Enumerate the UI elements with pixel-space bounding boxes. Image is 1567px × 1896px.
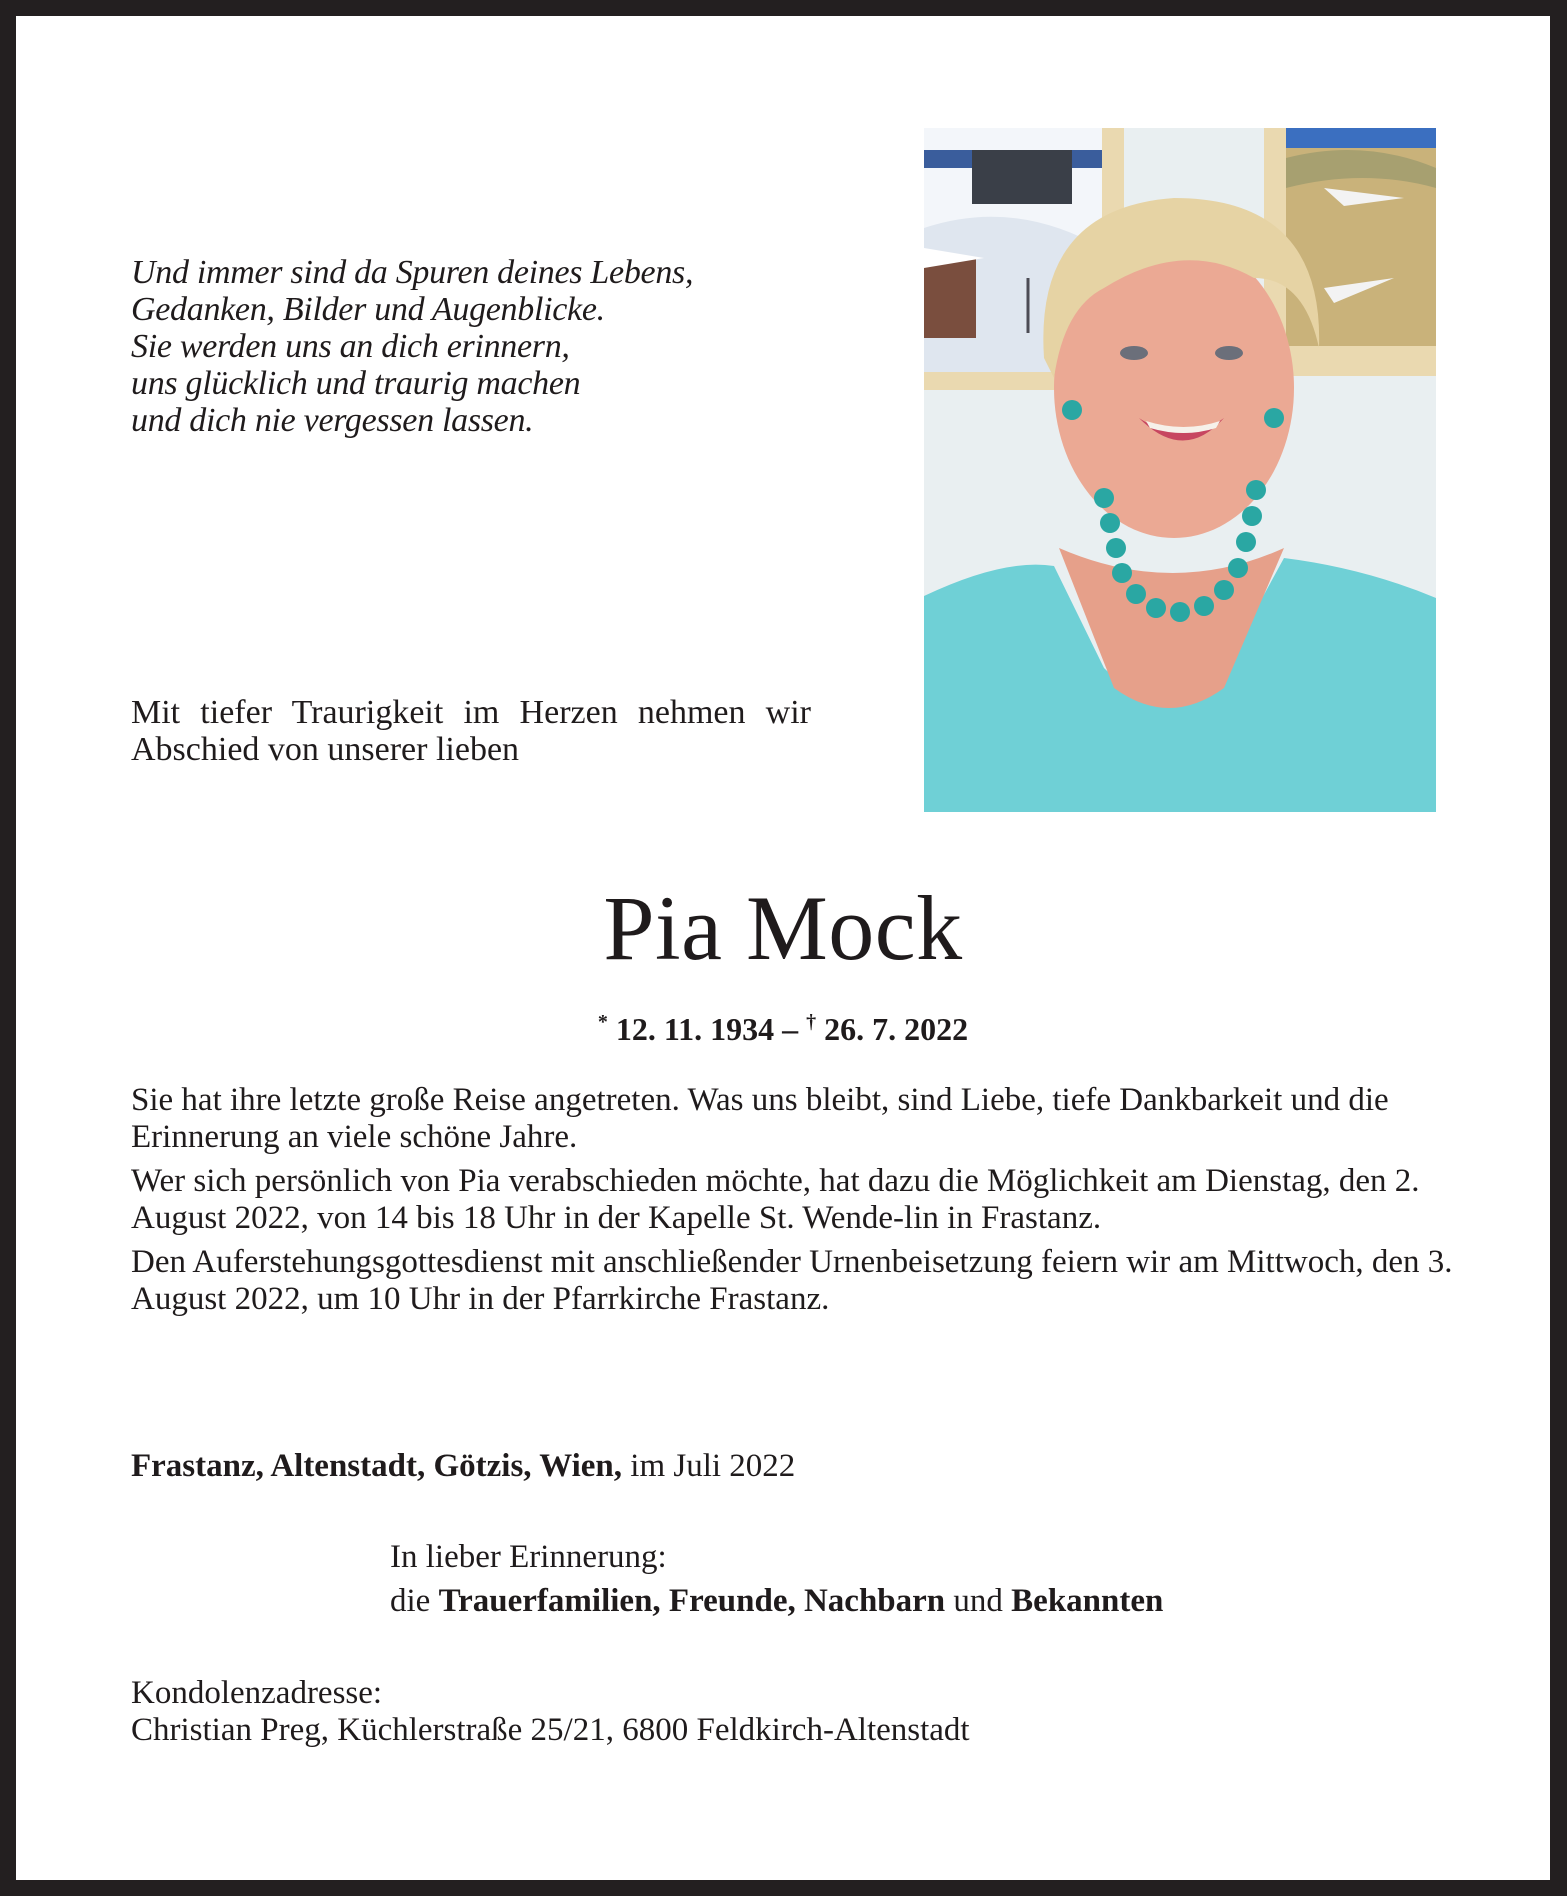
paragraph-service: Den Auferstehungsgottesdienst mit anschließender Urnenbeisetzung feiern wir am Mittwoch, den 3. August 2022, um 10 Uhr in der Pfarrkirche Frastanz. bbox=[131, 1244, 1453, 1317]
mourners-group-2: Bekannten bbox=[1011, 1583, 1164, 1619]
poem-line: und dich nie vergessen lassen. bbox=[131, 402, 534, 439]
condolence-label: Kondolenzadresse: bbox=[131, 1675, 383, 1711]
life-dates bbox=[16, 1002, 1550, 1049]
portrait-illustration bbox=[924, 128, 1436, 812]
places-list: Frastanz, Altenstadt, Götzis, Wien, bbox=[131, 1448, 623, 1484]
condolence-address-block bbox=[131, 1675, 970, 1749]
paragraph-journey: Sie hat ihre letzte große Reise angetreten. Was uns bleibt, sind Liebe, tiefe Dankbarkeit und die Erinnerung an viele schöne Jahre. bbox=[131, 1082, 1389, 1155]
mourners-section bbox=[390, 1535, 1163, 1623]
farewell-intro: Mit tiefer Traurigkeit im Herzen nehmen wir Abschied von unserer lieben bbox=[131, 694, 811, 768]
death-date: 26. 7. 2022 bbox=[824, 1011, 969, 1047]
date-separator: – bbox=[782, 1011, 799, 1047]
places-and-date bbox=[131, 1448, 795, 1485]
birth-symbol: * bbox=[597, 1011, 608, 1033]
paragraph-viewing: Wer sich persönlich von Pia verabschieden möchte, hat dazu die Möglichkeit am Dienstag, den 2. August 2022, von 14 bis 18 Uhr in der Kapelle St. Wende-lin in Frastanz. bbox=[131, 1163, 1420, 1236]
poem-line: Sie werden uns an dich erinnern, bbox=[131, 328, 570, 365]
deceased-name: Pia Mock bbox=[603, 877, 963, 979]
portrait-photo bbox=[924, 128, 1436, 812]
death-symbol: † bbox=[806, 1011, 817, 1033]
obituary-page bbox=[16, 16, 1550, 1880]
condolence-address: Christian Preg, Küchlerstraße 25/21, 6800 Feldkirch-Altenstadt bbox=[131, 1712, 970, 1748]
poem-line: Und immer sind da Spuren deines Lebens, bbox=[131, 254, 694, 291]
memory-heading: In lieber Erinnerung: bbox=[390, 1539, 667, 1575]
mourners-conjunction: und bbox=[953, 1583, 1003, 1619]
mourners-prefix: die bbox=[390, 1583, 431, 1619]
obituary-body bbox=[131, 1082, 1456, 1325]
mourners-group-1: Trauerfamilien, Freunde, Nachbarn bbox=[438, 1583, 946, 1619]
poem-line: uns glücklich und traurig machen bbox=[131, 365, 581, 402]
birth-date: 12. 11. 1934 bbox=[615, 1011, 775, 1047]
memorial-poem bbox=[131, 254, 693, 439]
mourners-line bbox=[390, 1579, 1163, 1623]
poem-line: Gedanken, Bilder und Augenblicke. bbox=[131, 291, 605, 328]
notice-date: im Juli 2022 bbox=[630, 1448, 796, 1484]
